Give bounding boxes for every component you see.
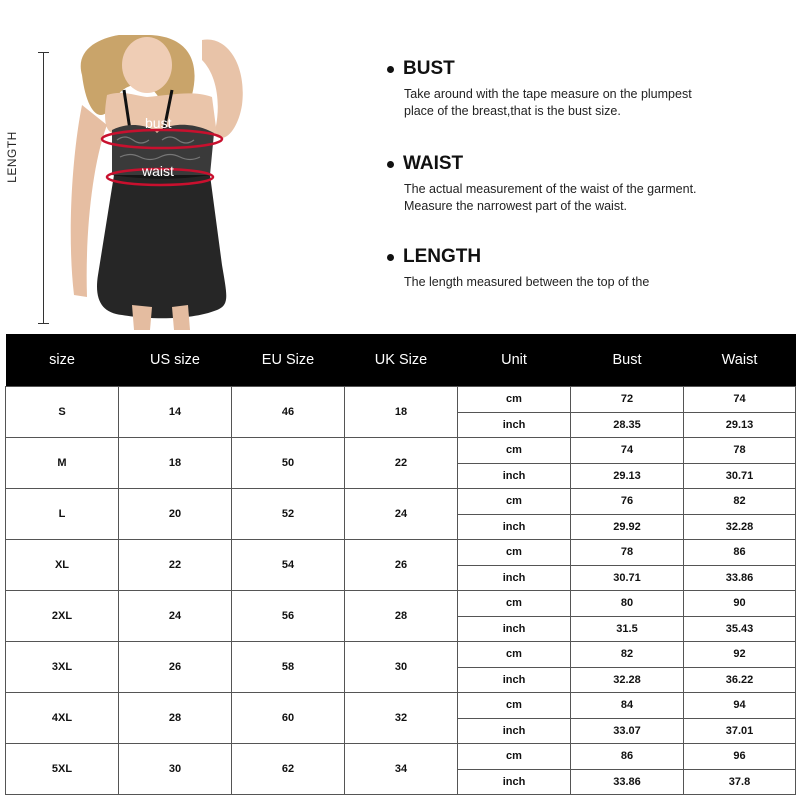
waist-title: [387, 153, 714, 175]
cell-unit-inch: inch: [458, 718, 571, 744]
bust-title: [387, 58, 704, 80]
cell-bust-inch: 33.86: [571, 769, 684, 795]
cell-us-size: 24: [119, 591, 232, 642]
length-title: [387, 246, 724, 268]
cell-waist-cm: 86: [684, 540, 796, 566]
cell-unit-inch: inch: [458, 616, 571, 642]
cell-uk-size: 24: [345, 489, 458, 540]
cell-uk-size: 26: [345, 540, 458, 591]
cell-waist-inch: 32.28: [684, 514, 796, 540]
sheer-skirt-shape: [97, 175, 226, 318]
cell-eu-size: 62: [232, 744, 345, 795]
cell-size: L: [6, 489, 119, 540]
cell-waist-inch: 35.43: [684, 616, 796, 642]
waist-description: The actual measurement of the waist of the garment. Measure the narrowest part of the waist.: [404, 182, 697, 213]
cell-us-size: 22: [119, 540, 232, 591]
cell-size: S: [6, 387, 119, 438]
waist-info: [387, 153, 714, 215]
cell-eu-size: 46: [232, 387, 345, 438]
ruler-cap-top: [38, 52, 49, 53]
cell-size: 2XL: [6, 591, 119, 642]
cell-waist-inch: 36.22: [684, 667, 796, 693]
cell-unit-cm: cm: [458, 744, 571, 770]
cell-eu-size: 58: [232, 642, 345, 693]
header-bust: Bust: [571, 334, 684, 387]
cell-unit-inch: inch: [458, 769, 571, 795]
ruler-cap-bottom: [38, 323, 49, 324]
cell-unit-cm: cm: [458, 438, 571, 464]
size-chart-table: [5, 334, 796, 795]
waist-title-text: WAIST: [403, 153, 464, 174]
cell-size: 5XL: [6, 744, 119, 795]
table-row: [6, 744, 796, 770]
cell-uk-size: 18: [345, 387, 458, 438]
cell-waist-cm: 74: [684, 387, 796, 413]
cell-waist-cm: 78: [684, 438, 796, 464]
cell-eu-size: 54: [232, 540, 345, 591]
waist-tag: waist: [142, 163, 174, 179]
bust-description: Take around with the tape measure on the plumpest place of the breast,that is the bust size.: [404, 87, 692, 118]
cell-unit-cm: cm: [458, 591, 571, 617]
size-chart-table-wrap: [5, 334, 795, 796]
cell-waist-cm: 96: [684, 744, 796, 770]
cell-us-size: 26: [119, 642, 232, 693]
cell-uk-size: 30: [345, 642, 458, 693]
cell-uk-size: 34: [345, 744, 458, 795]
bullet-icon: [387, 66, 394, 73]
cell-bust-cm: 86: [571, 744, 684, 770]
cell-unit-inch: inch: [458, 463, 571, 489]
header-waist: Waist: [684, 334, 796, 387]
size-chart-body: [6, 387, 796, 795]
length-description: The length measured between the top of the: [404, 275, 650, 289]
cell-bust-cm: 80: [571, 591, 684, 617]
header-uk-size: UK Size: [345, 334, 458, 387]
cell-eu-size: 56: [232, 591, 345, 642]
cell-size: M: [6, 438, 119, 489]
table-header-row: [6, 334, 796, 387]
header-size: size: [6, 334, 119, 387]
bullet-icon: [387, 161, 394, 168]
cell-bust-inch: 28.35: [571, 412, 684, 438]
cell-eu-size: 60: [232, 693, 345, 744]
length-ruler-label: LENGTH: [4, 131, 19, 183]
length-info: [387, 246, 724, 291]
cell-unit-cm: cm: [458, 489, 571, 515]
table-row: [6, 591, 796, 617]
cell-bust-cm: 84: [571, 693, 684, 719]
model-figure-image: [52, 35, 267, 330]
cell-unit-cm: cm: [458, 387, 571, 413]
cell-unit-inch: inch: [458, 514, 571, 540]
cell-eu-size: 50: [232, 438, 345, 489]
cell-uk-size: 28: [345, 591, 458, 642]
bullet-icon: [387, 254, 394, 261]
table-row: [6, 438, 796, 464]
cell-unit-cm: cm: [458, 642, 571, 668]
cell-us-size: 30: [119, 744, 232, 795]
cell-bust-inch: 31.5: [571, 616, 684, 642]
cell-size: 4XL: [6, 693, 119, 744]
cell-waist-cm: 90: [684, 591, 796, 617]
bust-title-text: BUST: [403, 58, 455, 79]
table-row: [6, 642, 796, 668]
length-title-text: LENGTH: [403, 246, 482, 267]
cell-bust-cm: 76: [571, 489, 684, 515]
cell-waist-inch: 30.71: [684, 463, 796, 489]
cell-bust-cm: 78: [571, 540, 684, 566]
cell-waist-inch: 33.86: [684, 565, 796, 591]
header-unit: Unit: [458, 334, 571, 387]
bust-info: [387, 58, 704, 120]
cell-uk-size: 32: [345, 693, 458, 744]
cell-us-size: 20: [119, 489, 232, 540]
face-shape: [122, 37, 172, 93]
cell-bust-cm: 82: [571, 642, 684, 668]
cell-us-size: 14: [119, 387, 232, 438]
cell-size: 3XL: [6, 642, 119, 693]
cell-us-size: 18: [119, 438, 232, 489]
cell-uk-size: 22: [345, 438, 458, 489]
cell-bust-inch: 29.92: [571, 514, 684, 540]
cell-eu-size: 52: [232, 489, 345, 540]
cell-unit-inch: inch: [458, 565, 571, 591]
header-us-size: US size: [119, 334, 232, 387]
bust-tag: bust: [145, 115, 172, 131]
table-row: [6, 540, 796, 566]
cell-unit-cm: cm: [458, 693, 571, 719]
cell-waist-inch: 29.13: [684, 412, 796, 438]
cell-waist-cm: 94: [684, 693, 796, 719]
cell-bust-cm: 74: [571, 438, 684, 464]
cell-waist-inch: 37.8: [684, 769, 796, 795]
cell-bust-inch: 30.71: [571, 565, 684, 591]
cell-unit-inch: inch: [458, 412, 571, 438]
cell-bust-inch: 33.07: [571, 718, 684, 744]
cell-us-size: 28: [119, 693, 232, 744]
length-ruler: [43, 52, 44, 324]
cell-unit-inch: inch: [458, 667, 571, 693]
cell-bust-inch: 32.28: [571, 667, 684, 693]
table-row: [6, 387, 796, 413]
size-guide-header: [0, 0, 800, 332]
cell-waist-cm: 92: [684, 642, 796, 668]
header-eu-size: EU Size: [232, 334, 345, 387]
table-row: [6, 489, 796, 515]
cell-bust-cm: 72: [571, 387, 684, 413]
cell-waist-cm: 82: [684, 489, 796, 515]
cell-size: XL: [6, 540, 119, 591]
cell-bust-inch: 29.13: [571, 463, 684, 489]
table-row: [6, 693, 796, 719]
cell-unit-cm: cm: [458, 540, 571, 566]
cell-waist-inch: 37.01: [684, 718, 796, 744]
